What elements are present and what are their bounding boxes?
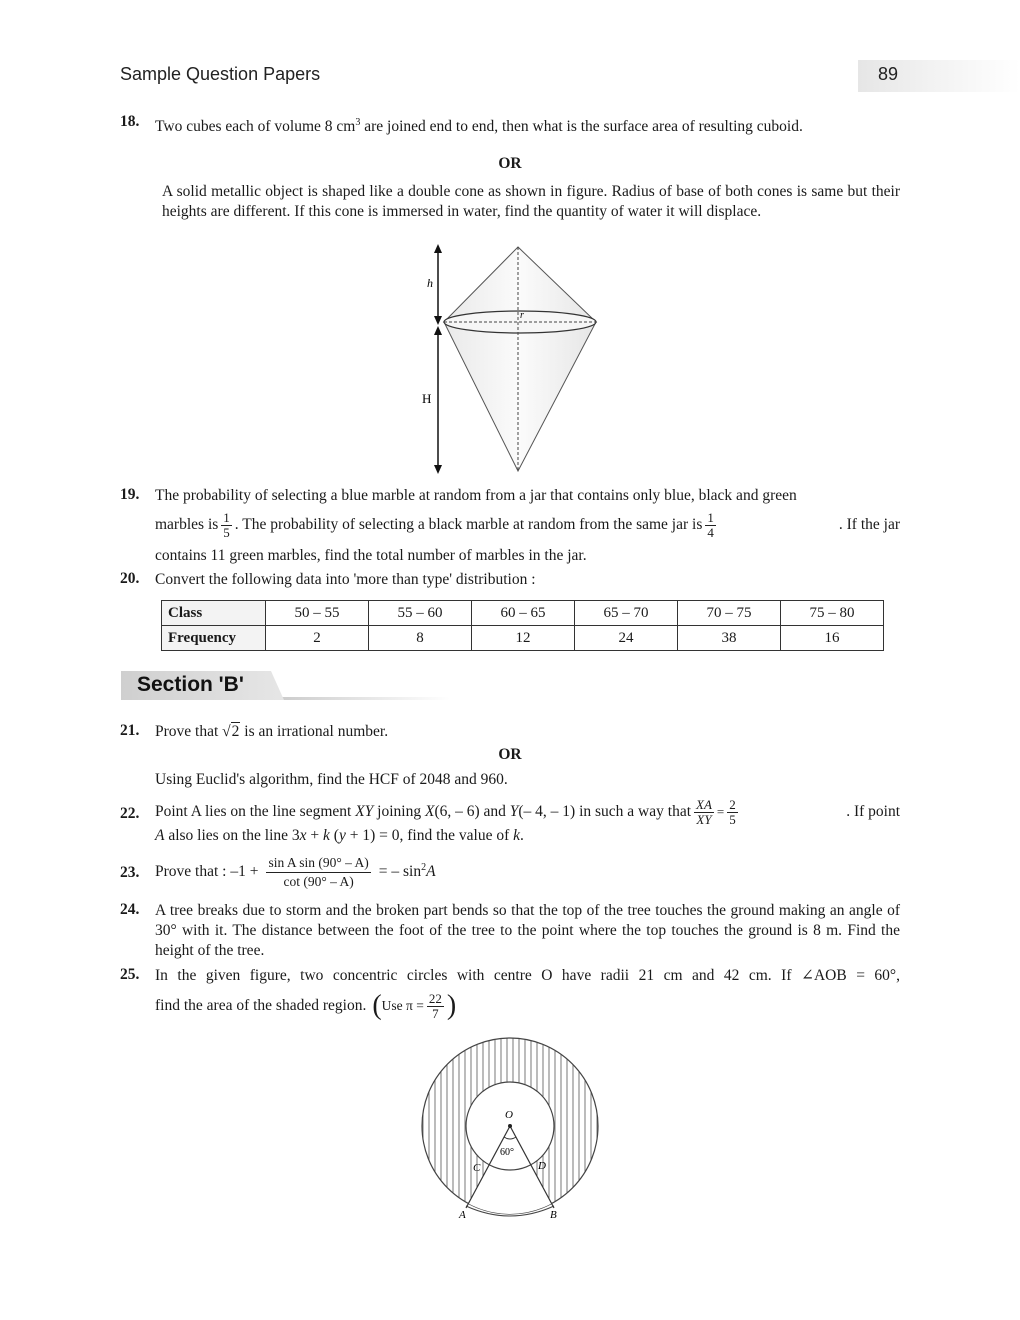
frequency-table	[161, 600, 884, 651]
table-cell: 12	[472, 626, 575, 651]
question-number: 18.	[120, 113, 140, 130]
table-cell: 2	[266, 626, 369, 651]
table-cell: 75 – 80	[781, 601, 884, 626]
question-number: 19.	[120, 486, 140, 503]
question-18-alternative: A solid metallic object is shaped like a double cone as shown in figure. Radius of base of both cones is same but their heights are different. If this cone is immersed in water, find the quantity of water it will displace.	[162, 183, 900, 220]
cone-bottom	[444, 322, 596, 471]
question-number: 23.	[120, 864, 140, 881]
table-cell: 70 – 75	[678, 601, 781, 626]
label-h: h	[427, 276, 433, 290]
question-25-line-2: find the area of the shaded region. ( Use π = $\frac{22}{7}$ )	[155, 990, 457, 1021]
question-number: 21.	[120, 722, 140, 739]
question-19-line-2: marbles is $\frac{1}{5}$ . The probability of selecting a black marble at random from the same jar is $\frac{1}{4}$ . If the jar	[155, 509, 900, 540]
question-20-text: Convert the following data into 'more than type' distribution :	[155, 571, 536, 588]
table-row	[162, 626, 884, 651]
label-C: C	[473, 1162, 481, 1174]
table-cell: 38	[678, 626, 781, 651]
label-H: H	[422, 391, 432, 406]
question-number: 22.	[120, 805, 140, 822]
question-18-text: Two cubes each of volume 8 $cm^3$ are joined end to end, then what is the surface area of resulting cuboid.	[155, 117, 803, 136]
label-D: D	[538, 1160, 546, 1172]
question-number: 25.	[120, 966, 140, 983]
question-19-line-3: contains 11 green marbles, find the total number of marbles in the jar.	[155, 547, 587, 564]
running-header: Sample Question Papers	[120, 64, 321, 84]
or-separator: OR	[498, 155, 522, 172]
table-cell: 24	[575, 626, 678, 651]
table-header-cell: Frequency	[162, 626, 266, 651]
table-row	[162, 601, 884, 626]
centre-point	[508, 1124, 512, 1128]
question-23-text: Prove that : –1 + $\frac{\text{sin A sin (90° – A)}}{\cot (90^\circ - A)}$ = – sin $^2$ A	[155, 854, 436, 889]
label-O: O	[505, 1109, 513, 1121]
question-25-line-1: In the given figure, two concentric circles with centre O have radii 21 cm and 42 cm. If ∠AOB = 60°,	[155, 967, 900, 984]
label-r: r	[520, 310, 524, 321]
table-cell: 55 – 60	[369, 601, 472, 626]
question-24-text: A tree breaks due to storm and the broken part bends so that the top of the tree touches the ground making an angle of 30° with it. The distance between the foot of the tree to the point where the top touches the ground is 8 m. Find the height of the tree.	[155, 902, 900, 959]
table-cell: 60 – 65	[472, 601, 575, 626]
label-angle: 60°	[500, 1147, 514, 1158]
section-underline	[280, 697, 450, 700]
or-separator: OR	[498, 746, 522, 763]
question-number: 24.	[120, 901, 140, 918]
table-header-cell: Class	[162, 601, 266, 626]
table-cell: 8	[369, 626, 472, 651]
question-22-line-1: Point A lies on the line segment XY joining X (6, – 6) and Y (– 4, – 1) in such a way that $\frac{XA}{XY}$ = $\frac{2}{5}$ . If point	[155, 796, 900, 827]
table-cell: 16	[781, 626, 884, 651]
table-cell: 50 – 55	[266, 601, 369, 626]
question-number: 20.	[120, 570, 140, 587]
label-B: B	[550, 1209, 557, 1221]
question-22-line-2: A also lies on the line 3x + k (y + 1) = 0, find the value of k.	[155, 827, 524, 844]
table-cell: 65 – 70	[575, 601, 678, 626]
label-A: A	[459, 1209, 466, 1221]
page-number: 89	[878, 64, 899, 84]
question-21-alternative: Using Euclid's algorithm, find the HCF of 2048 and 960.	[155, 771, 508, 788]
section-title: Section 'B'	[137, 673, 244, 696]
double-cone-figure	[410, 240, 610, 480]
question-21-text: Prove that √2 is an irrational number.	[155, 723, 389, 740]
question-19-line-1: The probability of selecting a blue marble at random from a jar that contains only blue, black and green	[155, 487, 797, 504]
concentric-circles-figure	[414, 1032, 606, 1228]
